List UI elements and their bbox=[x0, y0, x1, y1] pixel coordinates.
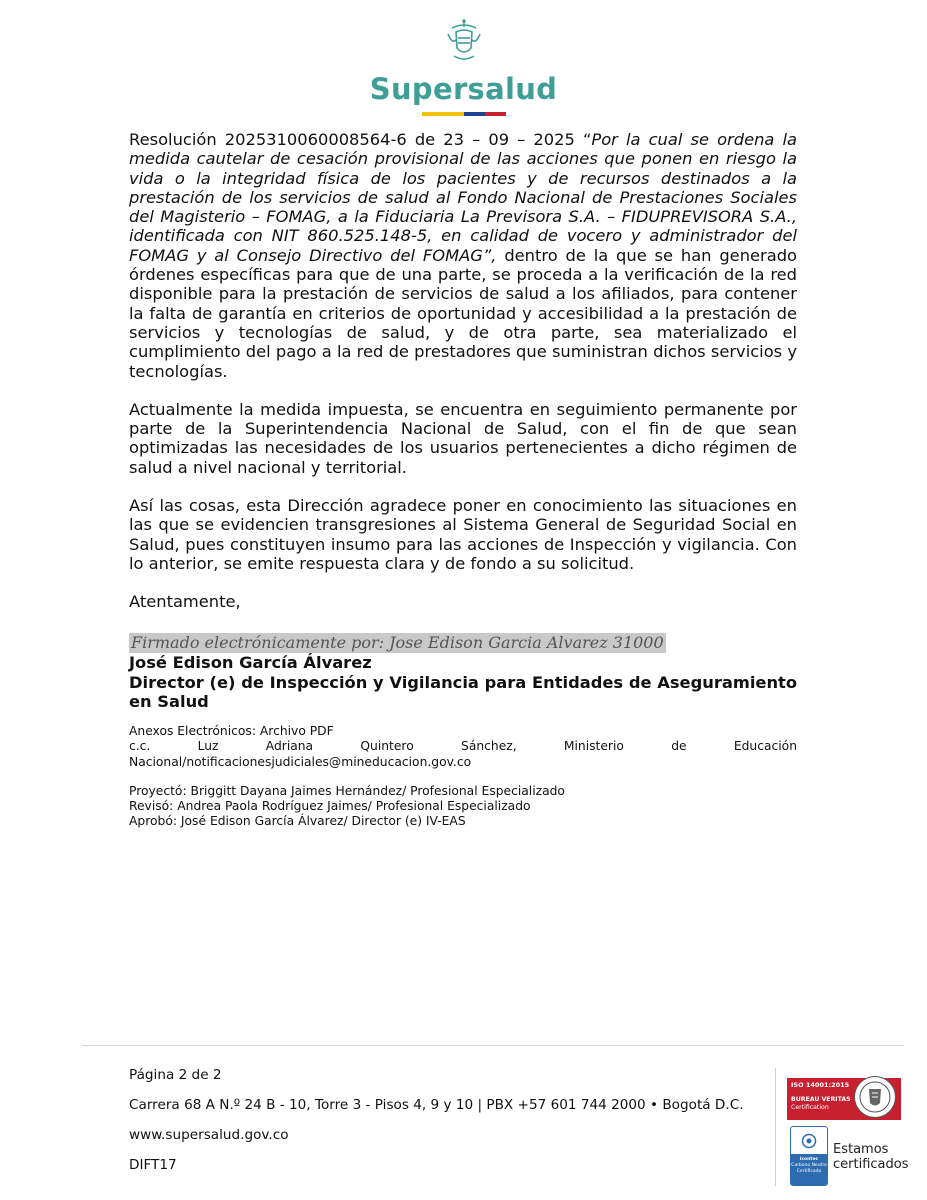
carbon-neutral-badge bbox=[790, 1126, 828, 1186]
colombia-flag-bar bbox=[422, 112, 506, 116]
iso-certification-label: Certification bbox=[791, 1104, 829, 1111]
footer bbox=[129, 1064, 744, 1184]
flag-blue-stripe bbox=[464, 112, 485, 116]
resolution-detail: dentro de la que se han generado órdenes específicas para que de una parte, se proceda a la verificación de la red disponible para la prestación de servicios de salud a los afiliados, para contener la falta de garantía en criterios de oportunidad y accesibilidad a la prestación de servicios y tecnologías de salud, y de otra parte, sea materializado el cumplimiento del pago a la red de prestadores que suministran dichos servicios y tecnologías. bbox=[129, 245, 797, 381]
reviewed-by: Revisó: Andrea Paola Rodríguez Jaimes/ Profesional Especializado bbox=[129, 799, 531, 814]
attachments-line: Anexos Electrónicos: Archivo PDF bbox=[129, 724, 334, 738]
iso-certification-badge bbox=[787, 1078, 901, 1120]
paragraph-request: Así las cosas, esta Dirección agradece poner en conocimiento las situaciones en las que se evidencien transgresiones al Sistema General de Seguridad Social en Salud, pues constituyen insumo para las acciones de Inspección y vigilancia. Con lo anterior, se emite respuesta clara y de fondo a su solicitud. bbox=[129, 496, 797, 573]
carbon-label: Carbono Neutro Certificado bbox=[791, 1163, 827, 1174]
letter-body bbox=[129, 130, 797, 631]
carbon-brand: icontec bbox=[799, 1157, 819, 1162]
signature-block bbox=[129, 633, 797, 712]
projected-by: Proyectó: Briggitt Dayana Jaimes Hernández/ Profesional Especializado bbox=[129, 783, 565, 798]
approved-by: Aprobó: José Edison García Álvarez/ Director (e) IV-EAS bbox=[129, 814, 466, 829]
footer-address: Carrera 68 A N.º 24 B - 10, Torre 3 - Pisos 4, 9 y 10 | PBX +57 601 744 2000 • Bogotá D.C. bbox=[129, 1097, 744, 1113]
footer-divider bbox=[82, 1045, 904, 1046]
paragraph-follow-up: Actualmente la medida impuesta, se encuentra en seguimiento permanente por parte de la Superintendencia Nacional de Salud, con el fin de que sean optimizadas las necesidades de los usuarios pertenecientes a dicho régimen de salud a nivel nacional y territorial. bbox=[129, 399, 797, 477]
iso-certifier: BUREAU VERITAS bbox=[791, 1096, 851, 1103]
bureau-veritas-seal-icon bbox=[854, 1076, 896, 1118]
signer-name: José Edison García Álvarez bbox=[129, 653, 372, 672]
footer-vertical-divider bbox=[775, 1068, 776, 1186]
resolution-intro: Resolución 2025310060008564-6 de 23 – 09 – 2025 “ bbox=[129, 130, 592, 149]
header-logo bbox=[0, 18, 927, 116]
icontec-icon bbox=[801, 1133, 817, 1149]
flag-yellow-stripe bbox=[422, 112, 464, 116]
flag-red-stripe bbox=[485, 112, 506, 116]
coat-of-arms-icon bbox=[444, 18, 484, 66]
certified-label: Estamos certificados bbox=[833, 1142, 909, 1172]
electronic-signature: Firmado electrónicamente por: Jose Edison Garcia Alvarez 31000 bbox=[131, 633, 664, 652]
iso-standard: ISO 14001:2015 bbox=[791, 1081, 850, 1089]
supersalud-logo-text: Supersalud bbox=[369, 72, 558, 106]
footer-website[interactable]: www.supersalud.gov.co bbox=[129, 1127, 289, 1143]
signer-title: Director (e) de Inspección y Vigilancia para Entidades de Aseguramiento en Salud bbox=[129, 672, 797, 711]
paragraph-resolution bbox=[129, 130, 797, 381]
resolution-title: Por la cual se ordena la medida cautelar de cesación provisional de las acciones que ponen en riesgo la vida o la integridad física de los pacientes y de recursos destinados a la prestación de los servicios de salud al Fondo Nacional de Prestaciones Sociales del Magisterio – FOMAG, a la Fiduciaria La Previsora S.A. – FIDUPREVISORA S.A., identificada con NIT 860.525.148-5, en calidad de vocero y administrador del FOMAG y al Consejo Directivo del FOMAG”, bbox=[129, 130, 797, 265]
cc-line: c.c. Luz Adriana Quintero Sánchez, Ministerio de Educación Nacional/notificacionesjudiciales@mineducacion.gov.co bbox=[129, 739, 797, 769]
closing: Atentamente, bbox=[129, 592, 241, 612]
annex-block bbox=[129, 724, 797, 830]
document-code: DIFT17 bbox=[129, 1157, 177, 1173]
page-number: Página 2 de 2 bbox=[129, 1067, 222, 1083]
